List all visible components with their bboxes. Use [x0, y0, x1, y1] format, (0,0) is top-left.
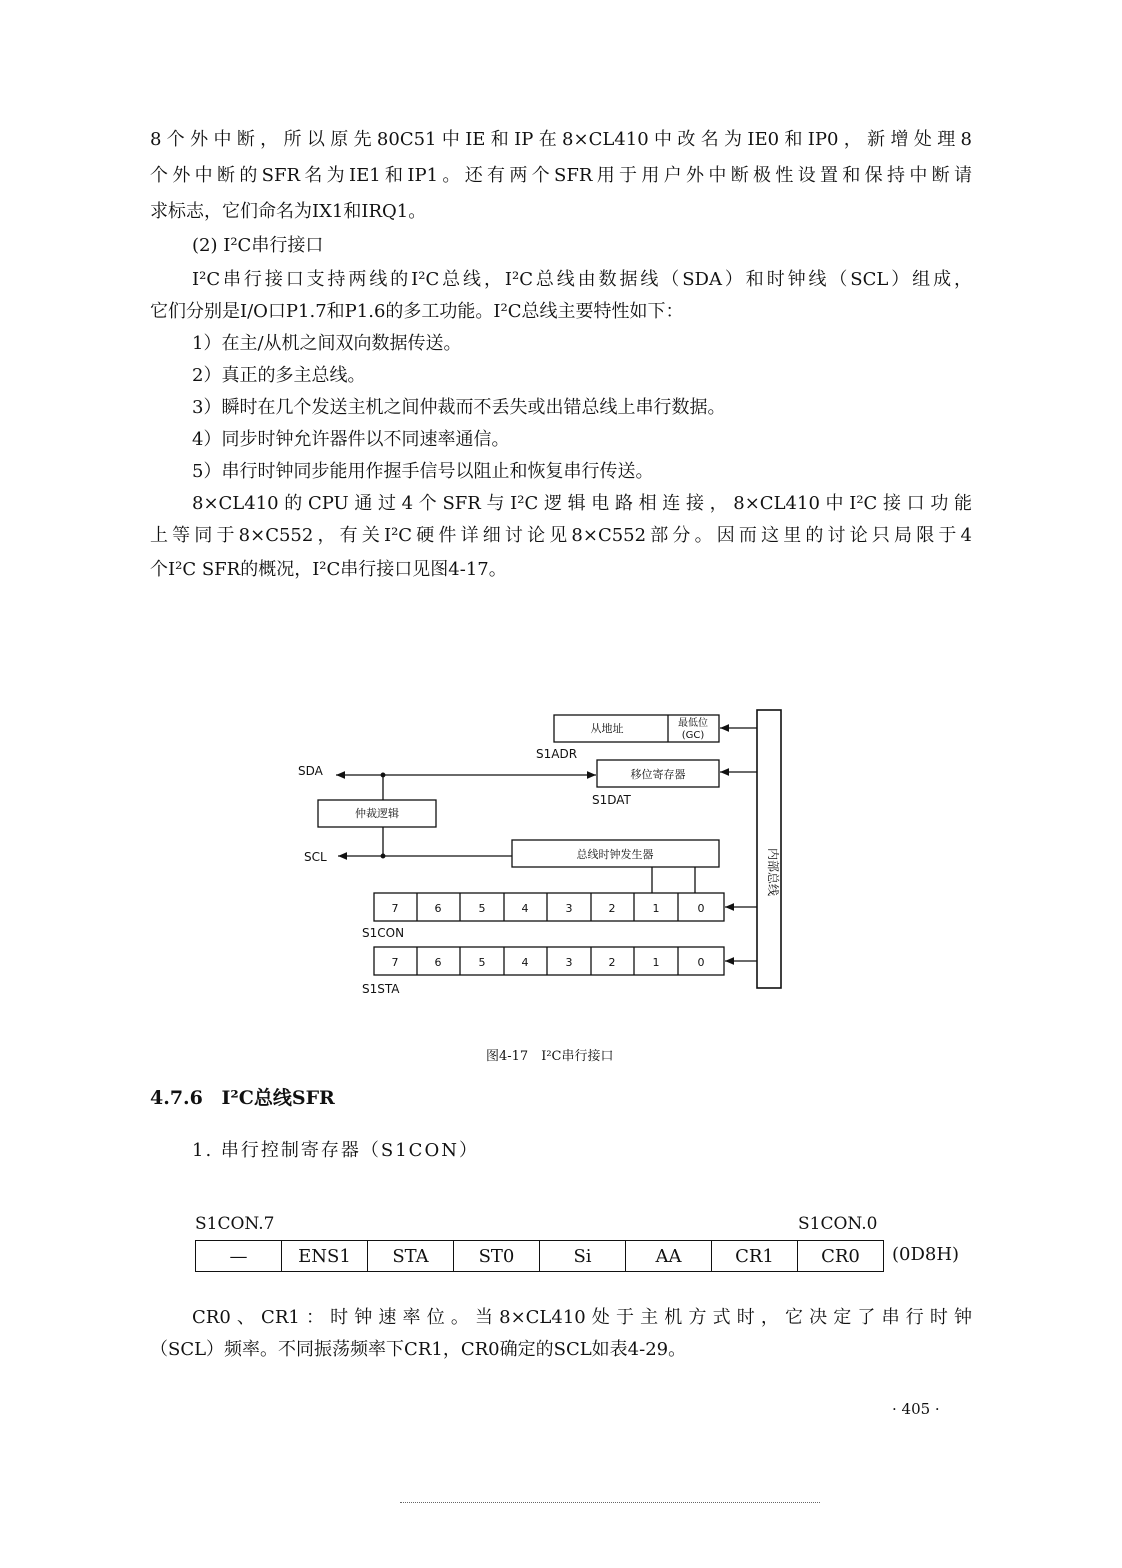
paragraph-line: 上等同于8×C552，有关I²C硬件详细讨论见8×C552部分。因而这里的讨论只局限于4	[150, 525, 972, 546]
register-bit-cell: STA	[368, 1241, 454, 1272]
paragraph-line: 个外中断的SFR名为IE1和IP1。还有两个SFR用于用户外中断极性设置和保持中断请	[150, 165, 972, 186]
s1sta-bit: 6	[434, 956, 442, 969]
s1con-register-table	[195, 1240, 884, 1272]
s1sta-bit: 0	[697, 956, 705, 969]
s1sta-bit: 7	[391, 956, 399, 969]
s1con-bit: 0	[697, 902, 705, 915]
register-lsb-label: S1CON.0	[798, 1214, 878, 1234]
section-number: 4.7.6	[150, 1087, 203, 1109]
paragraph-line: 8×CL410的CPU通过4个SFR与I²C逻辑电路相连接，8×CL410中I²C接口功能	[192, 493, 972, 514]
s1sta-bit: 4	[521, 956, 529, 969]
register-bit-cell: ENS1	[282, 1241, 368, 1272]
sda-label: SDA	[298, 764, 323, 778]
section-heading	[150, 1083, 347, 1110]
figure-caption: 图4-17 I²C串行接口	[486, 1049, 614, 1064]
s1sta-bit: 2	[608, 956, 616, 969]
register-row	[196, 1241, 884, 1272]
s1sta-label: S1STA	[362, 982, 400, 996]
paragraph-line: 个I²C SFR的概况，I²C串行接口见图4-17。	[150, 559, 507, 580]
register-bit-cell: Si	[540, 1241, 626, 1272]
page-number: · 405 ·	[892, 1400, 940, 1418]
section-heading-title: I²C总线SFR	[221, 1087, 335, 1109]
s1con-bit: 3	[565, 902, 573, 915]
s1dat-label: S1DAT	[592, 793, 631, 807]
lsb-label: 最低位	[678, 718, 708, 729]
slave-address-label: 从地址	[590, 722, 624, 735]
s1sta-box	[374, 947, 724, 975]
s1con-bit: 6	[434, 902, 442, 915]
paragraph-line: （SCL）频率。不同振荡频率下CR1，CR0确定的SCL如表4-29。	[150, 1339, 687, 1360]
i2c-interface-diagram	[290, 700, 800, 1010]
feature-item: 2）真正的多主总线。	[192, 365, 366, 386]
s1con-bit: 1	[652, 902, 660, 915]
register-bit-cell: CR1	[712, 1241, 798, 1272]
feature-item: 5）串行时钟同步能用作握手信号以阻止和恢复串行传送。	[192, 461, 654, 482]
subsection-heading: 1. 串行控制寄存器（S1CON）	[192, 1140, 479, 1161]
paragraph-line: I²C串行接口支持两线的I²C总线，I²C总线由数据线（SDA）和时钟线（SCL）组成，	[192, 269, 972, 290]
s1con-bit: 2	[608, 902, 616, 915]
internal-bus-label: 内部总线	[766, 847, 780, 897]
arbitration-logic-label: 仲裁逻辑	[355, 807, 399, 820]
scl-label: SCL	[304, 850, 327, 864]
register-msb-label: S1CON.7	[195, 1214, 275, 1234]
s1sta-bit: 5	[478, 956, 486, 969]
clock-generator-label: 总线时钟发生器	[576, 848, 654, 861]
s1con-bit: 7	[391, 902, 399, 915]
scan-artifact-line	[400, 1502, 820, 1503]
paragraph-line: CR0、CR1：时钟速率位。当8×CL410处于主机方式时，它决定了串行时钟	[192, 1307, 972, 1328]
paragraph-line: 求标志，它们命名为IX1和IRQ1。	[150, 201, 427, 222]
s1con-bit: 4	[521, 902, 529, 915]
paragraph-line: 它们分别是I/O口P1.7和P1.6的多工功能。I²C总线主要特性如下：	[150, 301, 684, 322]
s1sta-bit: 1	[652, 956, 660, 969]
s1con-bit: 5	[478, 902, 486, 915]
register-bit-cell: AA	[626, 1241, 712, 1272]
section-title: (2) I²C串行接口	[192, 235, 324, 256]
s1con-label: S1CON	[362, 926, 405, 940]
paragraph-line: 8个外中断，所以原先80C51中IE和IP在8×CL410中改名为IE0和IP0，新增处理8	[150, 129, 972, 150]
register-address: (0D8H)	[892, 1244, 960, 1265]
feature-item: 4）同步时钟允许器件以不同速率通信。	[192, 429, 510, 450]
shift-register-label: 移位寄存器	[630, 768, 686, 781]
register-bit-cell: —	[196, 1241, 282, 1272]
register-bit-cell: ST0	[454, 1241, 540, 1272]
register-bit-cell: CR0	[798, 1241, 884, 1272]
feature-item: 3）瞬时在几个发送主机之间仲裁而不丢失或出错总线上串行数据。	[192, 397, 726, 418]
s1adr-label: S1ADR	[536, 747, 578, 761]
s1con-box	[374, 893, 724, 921]
s1sta-bit: 3	[565, 956, 573, 969]
feature-item: 1）在主/从机之间双向数据传送。	[192, 333, 462, 354]
gc-label: (GC)	[681, 730, 705, 741]
